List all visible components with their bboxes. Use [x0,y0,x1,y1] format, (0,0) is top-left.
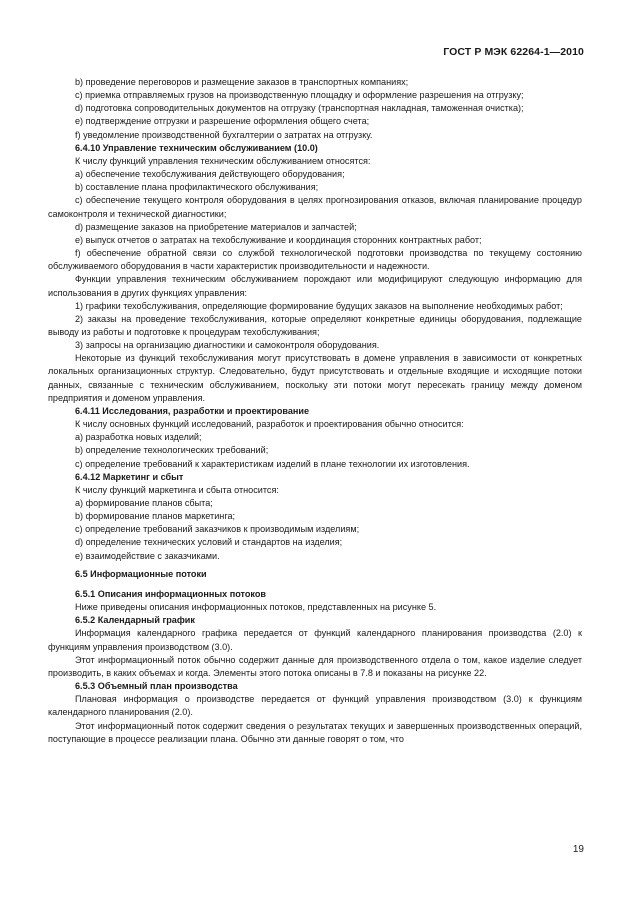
paragraph: Ниже приведены описания информационных потоков, представленных на рисунке 5. [75,602,437,613]
document-header: ГОСТ Р МЭК 62264-1—2010 [443,46,584,58]
list-item: c) приемка отправляемых грузов на производственную площадку и оформление разрешения на отгрузку; [75,90,524,101]
list-item: b) составление плана профилактического обслуживания; [75,182,319,193]
section-heading-6-5-2: 6.5.2 Календарный график [75,615,195,626]
paragraph: Функции управления техническим обслуживанием порождают или модифицируют следующую информацию для использования в других функциях управления: [48,274,582,298]
list-item: e) взаимодействие с заказчиками. [75,550,220,561]
list-item: d) подготовка сопроводительных документов на отгрузку (транспортная накладная, таможенная очистка); [75,103,524,114]
paragraph: Информация календарного графика передается от функций календарного планирования производства (2.0) к функциям управления производством (3.0). [48,628,582,652]
list-item: b) определение технологических требований; [75,445,269,456]
list-item: a) обеспечение техобслуживания действующего оборудования; [75,169,345,180]
paragraph: К числу функций управления техническим обслуживанием относятся: [75,155,371,166]
list-item: c) определение требований заказчиков к производимым изделиям; [75,524,360,535]
list-item: 3) запросы на организацию диагностики и самоконтроля оборудования. [75,340,380,351]
list-item: c) обеспечение текущего контроля оборудования в целях прогнозирования отказов, включая планирование процедур самоконтроля и технической диагностики; [48,195,582,219]
section-heading-6-4-10: 6.4.10 Управление техническим обслуживанием (10.0) [75,142,318,153]
page-body [48,76,582,746]
paragraph: Этот информационный поток содержит сведения о результатах текущих и завершенных производственных операций, поступающие в процессе реализации плана. Обычно эти данные говорят о том, что [48,720,582,744]
section-heading-6-5-1: 6.5.1 Описания информационных потоков [75,588,266,599]
list-item: b) формирование планов маркетинга; [75,511,236,522]
section-heading-6-5-3: 6.5.3 Объемный план производства [75,681,238,692]
paragraph: К числу основных функций исследований, разработок и проектирования обычно относится: [75,419,464,430]
list-item: e) подтверждение отгрузки и разрешение оформления общего счета; [75,116,370,127]
list-item: b) проведение переговоров и размещение заказов в транспортных компаниях; [75,77,409,87]
page-number: 19 [572,844,584,855]
list-item: d) размещение заказов на приобретение материалов и запчастей; [75,221,357,232]
section-heading-6-4-11: 6.4.11 Исследования, разработки и проектирование [75,405,310,416]
list-item: c) определение требований к характеристикам изделий в плане технологии их изготовления. [75,458,470,469]
paragraph: Этот информационный поток обычно содержит данные для производственного отдела о том, какое изделие следует производить, в каких объемах и когда. Элементы этого потока описаны в 7.8 и показаны на рисунке 22. [48,654,582,678]
paragraph: Некоторые из функций техобслуживания могут присутствовать в домене управления в зависимости от конкретных локальных организационных структур. Следовательно, будут присутствовать и отдельные входящие и исходящие потоки данных, связанные с техническим обслуживанием, поскольку эти потоки могут пересекать границу между доменом предприятия и доменом управления. [48,353,582,403]
paragraph: Плановая информация о производстве передается от функций управления производством (3.0) к функциям календарного планирования (2.0). [48,694,582,718]
section-heading-6-5: 6.5 Информационные потоки [75,568,207,579]
list-item: 1) графики техобслуживания, определяющие формирование будущих заказов на выполнение необходимых работ; [75,300,563,311]
list-item: f) уведомление производственной бухгалтерии о затратах на отгрузку. [75,129,373,140]
list-item: a) разработка новых изделий; [75,432,202,443]
section-heading-6-4-12: 6.4.12 Маркетинг и сбыт [75,471,184,482]
list-item: 2) заказы на проведение техобслуживания, которые определяют конкретные единицы оборудования, подлежащие выводу из работы и подготовке к процедурам техобслуживания; [48,313,582,337]
list-item: f) обеспечение обратной связи со службой технологической подготовки производства по текущему состоянию обслуживаемого оборудования в части характеристик производительности и надежности. [48,248,582,272]
list-item: d) определение технических условий и стандартов на изделия; [75,537,343,548]
list-item: e) выпуск отчетов о затратах на техобслуживание и координация сторонних контрактных работ; [75,234,482,245]
list-item: a) формирование планов сбыта; [75,498,213,508]
paragraph: К числу функций маркетинга и сбыта относится: [75,484,279,495]
